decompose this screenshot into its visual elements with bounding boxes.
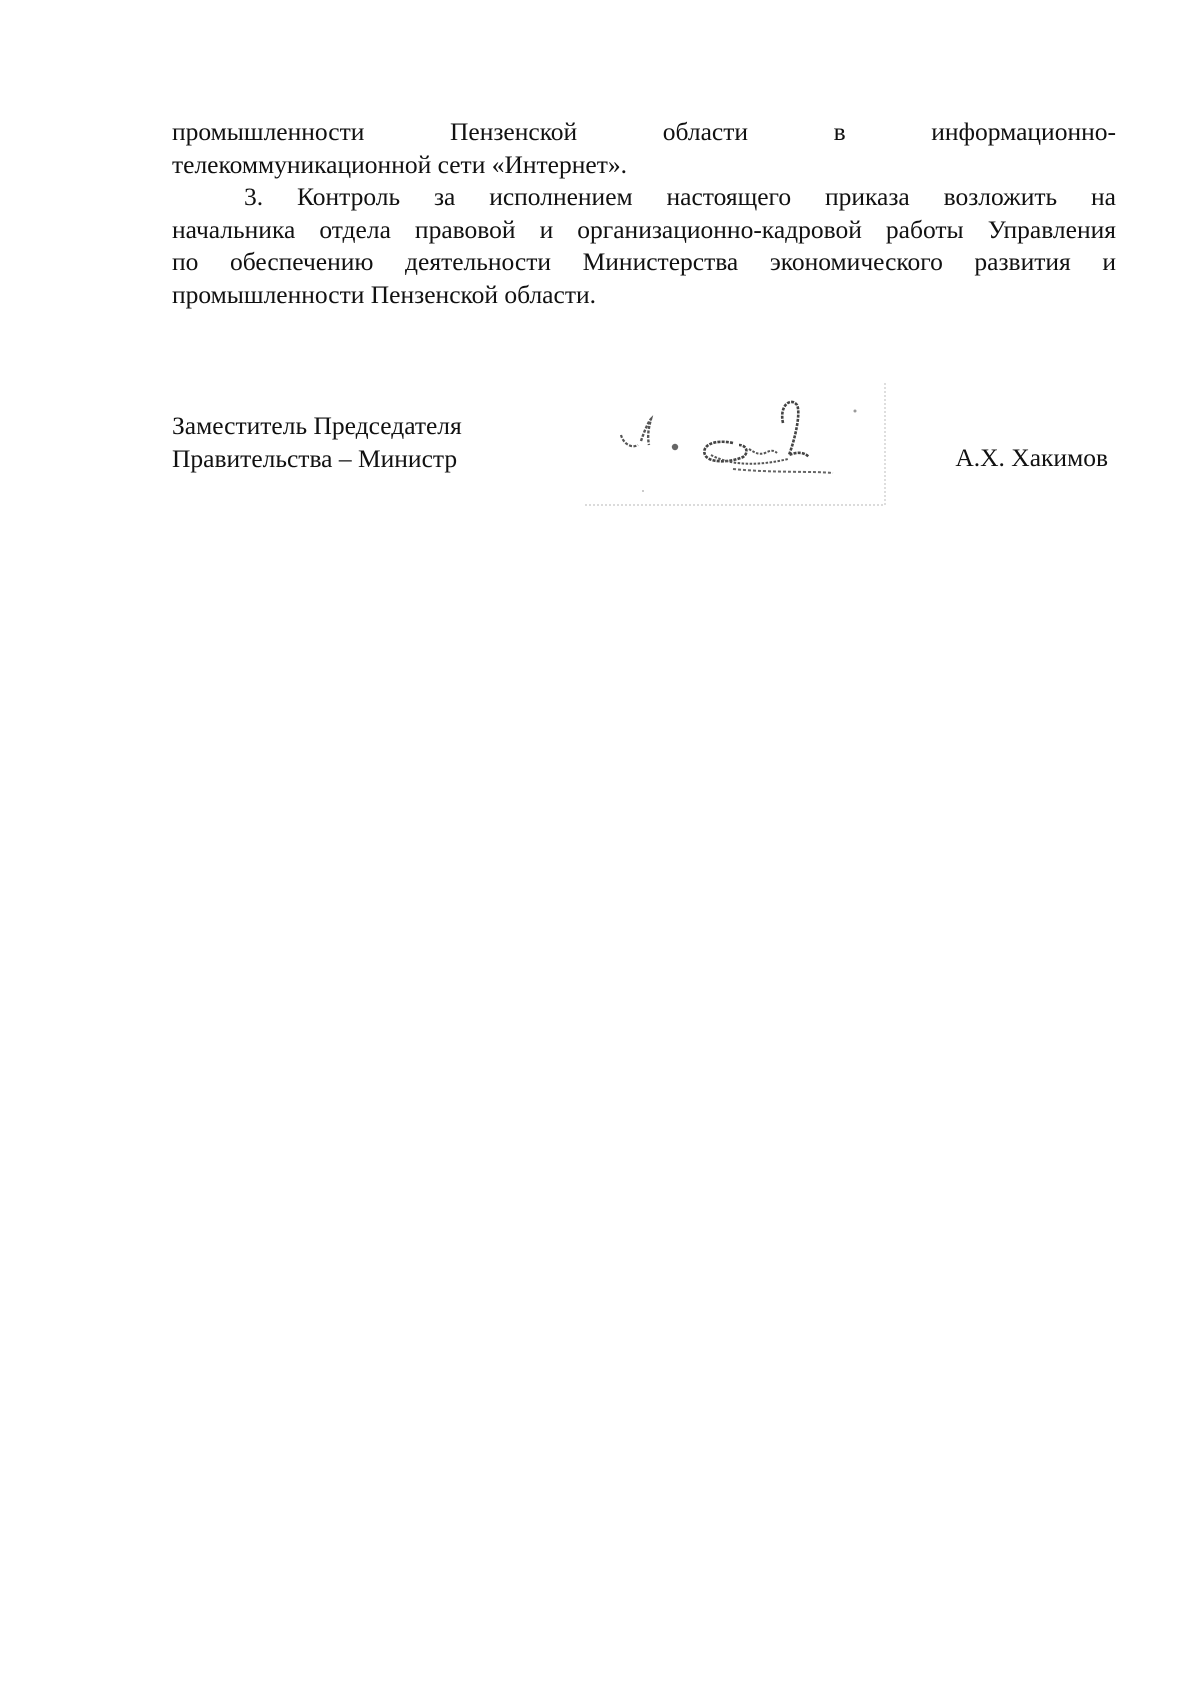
paragraph-3-line-4: промышленности Пензенской области. bbox=[172, 279, 596, 309]
paragraph-continuation-line-2: телекоммуникационной сети «Интернет». bbox=[172, 149, 627, 179]
word-2: Пензенской bbox=[449, 117, 578, 146]
handwritten-signature-icon bbox=[583, 383, 891, 507]
paragraph-continuation-line-1 bbox=[172, 116, 1116, 149]
word-1: промышленности bbox=[172, 117, 365, 146]
document-body bbox=[172, 116, 1116, 312]
signer-position bbox=[172, 409, 462, 475]
word-4: в bbox=[833, 117, 846, 146]
paragraph-3-line-2: начальника отдела правовой и организационно-кадровой работы Управления bbox=[172, 214, 1116, 244]
signer-name: А.Х. Хакимов bbox=[955, 443, 1108, 472]
paragraph-3-line-1: 3. Контроль за исполнением настоящего приказа возложить на bbox=[244, 182, 1116, 212]
signer-position-line-2: Правительства – Министр bbox=[172, 444, 458, 473]
word-3: области bbox=[662, 117, 749, 146]
signer-position-line-1: Заместитель Председателя bbox=[172, 411, 462, 440]
signature-image bbox=[583, 383, 891, 507]
word-5: информационно- bbox=[931, 117, 1116, 146]
paragraph-3-line-3: по обеспечению деятельности Министерства экономического развития и bbox=[172, 247, 1116, 277]
